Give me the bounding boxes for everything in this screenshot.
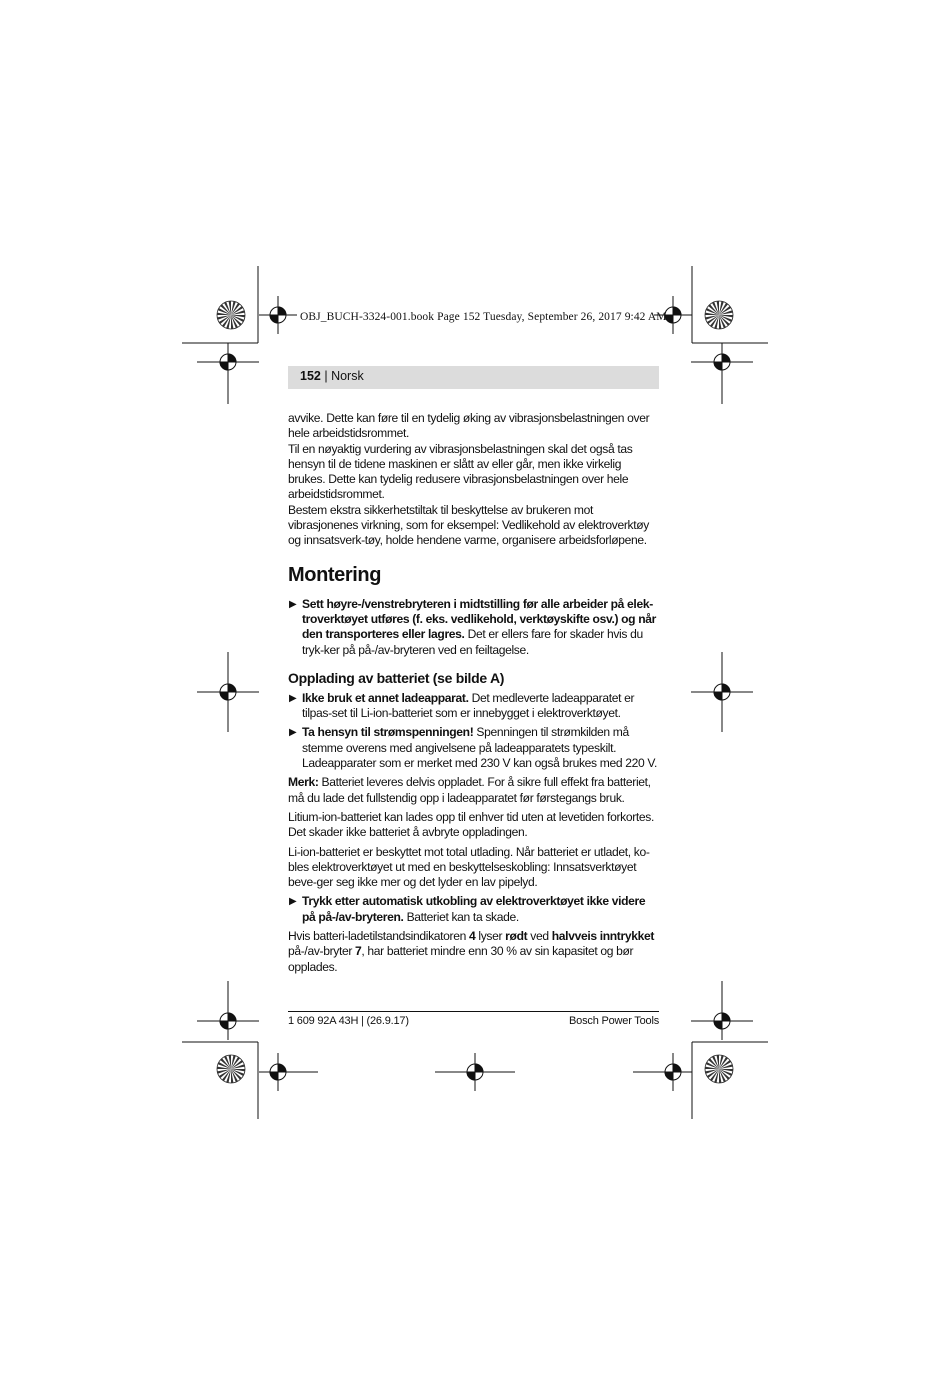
intro-paragraph-3: Bestem ekstra sikkerhetstiltak til beskyttelse av brukeren mot vibrasjonenes virkning, som for eksempel: Vedlikehold av elektroverktøy og innsatsverk-tøy, holde hendene varme, organisere arbeidsforløpene. xyxy=(288,502,649,548)
opplading-bullet-3-bold: Trykk etter automatisk utkobling av elektroverktøyet ikke videre på på-/av-bryteren. xyxy=(302,894,646,924)
starburst-target xyxy=(705,301,733,329)
indicator-red: rødt xyxy=(505,929,528,944)
intro-paragraph-2: Til en nøyaktig vurdering av vibrasjonsbelastningen skal det også tas hensyn til de tidene maskinen er slått av eller går, men ikke virkelig brukes. Dette kan tydelig redusere vibrasjonsbelastningen over hele arbeidstidsrommet. xyxy=(288,441,633,502)
page-header-bar xyxy=(288,366,659,389)
lithium-paragraph: Litium-ion-batteriet kan lades opp til enhver tid uten at levetiden forkortes. Det skader ikke batteriet å avbryte oppladingen. xyxy=(288,809,654,840)
merk-label: Merk: xyxy=(288,775,319,790)
page-header xyxy=(300,369,364,383)
opplading-bullet-1-text: Det medleverte ladeapparatet er tilpas-set til Li-ion-batteriet som er innebygget i elektroverktøyet. xyxy=(302,690,635,721)
opplading-bullet-3 xyxy=(288,894,659,925)
montering-bullet-1-bold: Sett høyre-/venstrebryteren i midtstilling før alle arbeider på elek-troverktøyet utføres (f. eks. vedlikehold, verktøyskifte osv.) og når den transporteres eller lagres. xyxy=(302,596,657,642)
section-title-opplading: Opplading av batteriet (se bilde A) xyxy=(288,669,505,686)
header-language: Norsk xyxy=(331,369,364,383)
bullet-triangle-icon: ▶ xyxy=(289,896,297,908)
indicator-half-pressed: halvveis inntrykket xyxy=(551,929,655,944)
footer-brand: Bosch Power Tools xyxy=(569,1015,659,1027)
opplading-bullet-1 xyxy=(288,691,659,722)
page-body xyxy=(288,411,659,979)
bullet-triangle-icon: ▶ xyxy=(289,727,297,739)
starburst-target xyxy=(217,1055,245,1083)
slug-line: OBJ_BUCH-3324-001.book Page 152 Tuesday, September 26, 2017 9:42 AM xyxy=(300,311,667,323)
bullet-triangle-icon: ▶ xyxy=(289,598,297,610)
opplading-bullet-1-bold: Ikke bruk et annet ladeapparat. xyxy=(302,690,469,705)
header-separator: | xyxy=(320,369,332,383)
opplading-bullet-2-text: Spenningen til strømkilden må stemme overens med angivelsene på ladeapparatets typeskilt. Ladeapparater som er merket med 230 V kan også brukes med 220 V. xyxy=(302,725,657,771)
montering-bullet-1 xyxy=(288,597,659,658)
indicator-number-7: 7 xyxy=(355,944,362,959)
starburst-target xyxy=(705,1055,733,1083)
indicator-text-1: Hvis batteri-ladetilstandsindikatoren xyxy=(288,929,469,944)
page-number: 152 xyxy=(300,369,321,383)
bullet-triangle-icon: ▶ xyxy=(289,692,297,704)
footer-doc-number: 1 609 92A 43H | (26.9.17) xyxy=(288,1015,409,1027)
indicator-text-4: på-/av-bryter xyxy=(288,944,356,959)
section-title-montering: Montering xyxy=(288,563,382,586)
montering-bullet-1-text: Det er ellers fare for skader hvis du tryk-ker på på-/av-bryteren ved en feiltagelse. xyxy=(302,627,643,657)
opplading-bullet-2-bold: Ta hensyn til strømspenningen! xyxy=(302,725,474,740)
merk-paragraph xyxy=(288,775,659,806)
opplading-bullet-2 xyxy=(288,725,659,771)
starburst-target xyxy=(217,301,245,329)
indicator-paragraph xyxy=(288,929,659,975)
merk-text: Batteriet leveres delvis oppladet. For å sikre full effekt fra batteriet, må du lade det fullstendig opp i ladeapparatet før førstegangs bruk. xyxy=(288,775,651,805)
opplading-bullet-3-text: Batteriet kan ta skade. xyxy=(403,909,519,924)
indicator-text-3: ved xyxy=(527,929,552,944)
indicator-text-5: , har batteriet mindre enn 30 % av sin kapasitet og bør opplades. xyxy=(288,944,634,974)
indicator-number-4: 4 xyxy=(468,929,476,944)
indicator-text-2: lyser xyxy=(475,929,506,944)
liion-paragraph: Li-ion-batteriet er beskyttet mot total utlading. Når batteriet er utladet, ko-bles elektroverktøyet ut med en beskyttelseskobling: Innsatsverktøyet beve-ger seg ikke mer og det lyder en lav pipelyd. xyxy=(288,844,650,890)
footer-rule xyxy=(288,1011,659,1012)
intro-paragraph-1: avvike. Dette kan føre til en tydelig øking av vibrasjonsbelastningen over hele arbeidstidsrommet. xyxy=(288,411,650,441)
